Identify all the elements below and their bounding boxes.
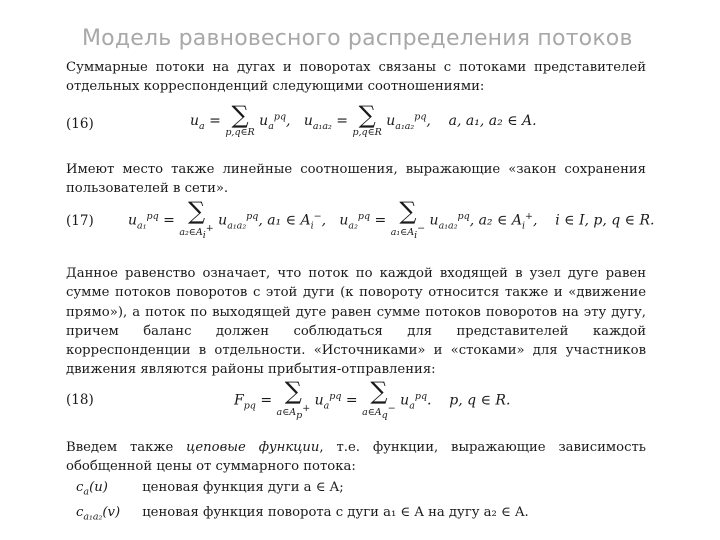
arc-price-symbol: $c_a(u)$ [76,480,108,498]
equation-18: $F_{pq}$ = ∑ $a\in A_p^+$ $u_a^{pq}$ = ∑ $a\in A_q^-$ $u_a^{pq}$. p, q ∈ R. [234,377,511,422]
arc-price-description: ценовая функция дуги a ∈ A; [142,480,344,495]
paragraph-4: Введем также цеповые функции, т.е. функции, выражающие зависимость обобщенной цены от суммарного потока: [66,440,646,475]
turn-price-symbol: $c_{a_1a_2}(v)$ [76,504,121,523]
equation-16-number: (16) [66,116,94,132]
equation-17: $u_{a_1}^{pq}$ = ∑ $a_2\in A_i^+$ $u_{a_1a_2}^{pq}$, a₁ ∈ $A_i^-$, $u_{a_2}^{pq}$ = ∑ $a_1\in A_i^-$ $u_{a_1a_2}^{pq}$, a₂ ∈ $A_i^+$, i ∈ I, p, q ∈ R. [128,197,655,242]
equation-18-number: (18) [66,392,94,408]
paragraph-3: Данное равенство означает, что поток по каждой входящей в узел дуге равен сумме потоков поворотов с этой дуги (к повороту относится также и «движение прямо»), а поток по выходящей дуге равен сумме потоков поворотов на эту дугу, причем баланс должен соблюдаться для представителей каждой корреспонденции в отдельности. «Источниками» и «стоками» для участников движения являются районы прибытия-отправления: [66,266,646,378]
list-item-turn [76,503,529,528]
equation-16: $u_a$ = ∑ p,q∈R $u_a^{pq}$, $u_{a_1a_2}$ = ∑ p,q∈R $u_{a_1a_2}^{pq}$, a, a₁, a₂ ∈ A. [190,101,537,138]
equation-17-number: (17) [66,213,94,229]
turn-price-description: ценовая функция поворота с дуги a₁ ∈ A на дугу a₂ ∈ A. [142,504,529,520]
paragraph-1: Суммарные потоки на дугах и поворотах связаны с потоками представителей отдельных корреспонденций следующими соотношениями: [66,60,646,95]
slide-title: Модель равновесного распределения потоков [82,26,633,51]
list-item-arc [76,478,529,503]
price-function-list [76,478,529,527]
paragraph-2: Имеют место также линейные соотношения, выражающие «закон сохранения пользователей в сети». [66,162,646,197]
